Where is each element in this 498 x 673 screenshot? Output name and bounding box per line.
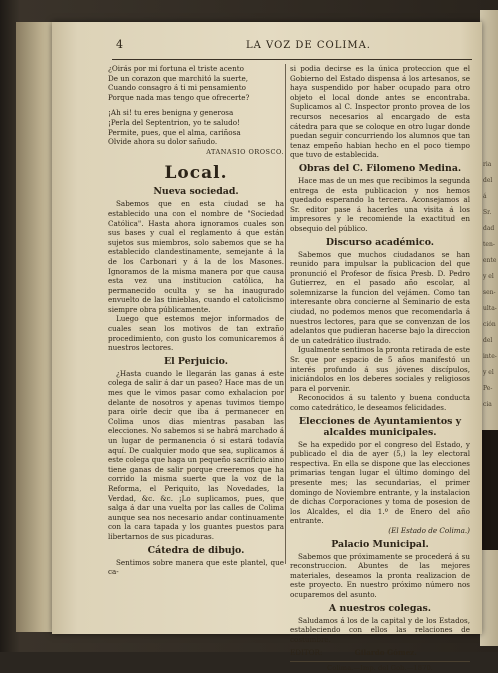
next-page-strip (480, 10, 498, 646)
article-title: Discurso académico. (325, 236, 435, 248)
article-paragraph: Hace mas de un mes que recibimos la segunda entrega de esta publicacion y nos hemos quedado esperando la tercera. Aconsejamos al Sr. editor pase á hacerles una visita á los impresores y le recomiende la exactitud en obsequio del público. (290, 175, 470, 233)
poem-line: Cuando consagro á ti mi pensamiento (108, 83, 246, 93)
poem-author: ATANASIO OROSCO. (206, 147, 284, 156)
adjacent-page-fragment: Sr. (483, 209, 492, 216)
article-title: Elecciones de Ayuntamientos y alcaldes municipales. (298, 415, 462, 438)
adjacent-page-fragment: á (483, 193, 487, 200)
page-header (64, 40, 476, 56)
imprint: Colima.—Imp. del Gob.—1870. (290, 661, 470, 673)
right-column (290, 64, 470, 673)
binding-shadow (480, 430, 498, 550)
adjacent-page-fragment: ción (483, 321, 496, 328)
page-edge-left (16, 22, 56, 632)
poem-line: ¡Ah si! tu eres benigna y generosa (108, 108, 234, 118)
article-title: Obras del C. Filomeno Medina. (298, 162, 462, 174)
article-paragraph: Igualmente sentimos la pronta retirada de este Sr. que por espacio de 5 años manifestó un interés profundo á sus jóvenes discípulos, iniciándolos en los deberes sociales y religiosos para el porvenir. (290, 345, 470, 393)
source-credit: (El Estado de Colima.) (388, 525, 470, 535)
article-title: Nueva sociedad. (153, 186, 239, 198)
adjacent-page-fragment: del (483, 177, 493, 184)
article-paragraph: ¿Hasta cuando le llegarán las ganas á este colega de salir á dar un paseo? Hace mas de un mes que le vimos pasar como exhalacion por delante de nosotros y apenas tuvimos tiempo para oirle decir que iba á permanecer en Colima unos dias mientras pasaban las elecciones. No sabemos si se habrá marchado á un lugar de permanencia ó si estará todavía aquí. De cualquier modo que sea, suplicamos á este colega que haga un pequeño sacrificio aino tiene ganas de salir porque creeremos que ha corrido la misma suerte que la voz de la Reforma, el Periquito, las Novedades, la Verdad, &c. &c. ¡Lo suplicamos, pues, que salga á dar una vuelta por las calles de Colima aunque sea nos necesario andar continuamente con la cara tapada y los guantes puestos para libertarnos de sus picaduras. (108, 368, 284, 541)
editor-line (290, 648, 470, 658)
poem-line: ¿Oirás por mi fortuna el triste acento (108, 64, 244, 73)
poem-line: De un corazon que marchitó la suerte, (108, 73, 249, 83)
article-paragraph: Sabemos que en esta ciudad se ha establecido una con el nombre de "Sociedad Católica". Hasta ahora ignoramos cuales son sus bases y cual el reglamento á que están sujetos sus miembros, solo sabemos que se ha establecido clandestinamente, semejante á la de los Carbonari y á la de los Masones. Ignoramos de la misma manera por que causa esta vez una institucion católica, ha permanecido oculta y se ha inaugurado envuelto de las tinieblas, cuando el catolicismo siempre obra públicamente. (108, 199, 284, 314)
adjacent-page-fragment: del (483, 337, 493, 344)
article-title: Cátedra de dibujo. (147, 544, 245, 556)
article-paragraph: Sabemos que próximamente se procederá á su reconstruccion. Abuntes de las mejores materiales, deseamos la pronta realizacion de este proyecto. En nuestro próximo número nos ocuparemos del asunto. (290, 551, 470, 599)
article-paragraph: Saludamos á los de la capital y de los Estados, estableciendo con ellos las relaciones de costumbre. (290, 615, 470, 644)
article-paragraph: si podia decirse es la única proteccion que el Gobierno del Estado dispensa á los artesanos, se haya suspendido por haber ocupado para otro objeto el local donde antes se encontraba. Suplicamos al C. Inspector pronto provea de los recursos necesarios al encargado de esta cátedra para que se coloque en otro lugar donde puedan seguir concurriendo los alumnos que tan tenaz empeño habian hecho en el poco tiempo que tuvo de establecida. (290, 64, 470, 160)
editor-label: EDITOR: (290, 648, 323, 658)
poem-line: Permite, pues, que el alma, cariñosa (108, 127, 241, 137)
adjacent-page-fragment: y el (483, 369, 494, 376)
editor-name: Gilardo Gómez. (354, 648, 417, 658)
article-paragraph: Se ha expedido por el congreso del Estado, y publicado el dia de ayer (5,) la ley electoral respectiva. En ella se dispone que las elecciones primarias tengan lugar el último domingo del presente mes; las secundarias, el primer domingo de Noviembre entrante, y la instalacion de dichas Corporaciones y toma de posesion de los Alcaldes, el dia 1.º de Enero del año entrante. (290, 439, 470, 526)
article-title: Palacio Municipal. (331, 538, 429, 550)
page-number: 4 (116, 38, 123, 51)
poem-line: ¡Perla del Septentrion, yo te saludo! (108, 117, 240, 127)
poem-stanza-2 (108, 108, 284, 146)
poem-stanza-1 (108, 64, 284, 102)
adjacent-page-fragment: cia (483, 401, 492, 408)
adjacent-page-fragment: ten- (483, 241, 495, 248)
adjacent-page-fragment: dad (483, 225, 495, 232)
adjacent-page-fragment: Pe- (483, 385, 493, 392)
poem-line: Porque nada mas tengo que ofrecerte? (108, 92, 250, 102)
article-title: A nuestros colegas. (328, 602, 432, 614)
column-divider (285, 64, 286, 564)
adjacent-page-fragment: ria (483, 161, 492, 168)
adjacent-page-fragment: y el (483, 273, 494, 280)
adjacent-page-fragment: ente (483, 257, 497, 264)
article-paragraph: Reconocidos á su talento y buena conducta como catedrático, le deseamos felicidades. (290, 393, 470, 412)
header-rule (112, 59, 472, 60)
adjacent-page-fragment: sen- (483, 289, 496, 296)
left-column (108, 64, 284, 577)
adjacent-page-fragment: ulta- (483, 305, 497, 312)
poem-line: Olvide ahora su dolor sañudo. (108, 137, 218, 147)
article-title: El Perjuicio. (163, 355, 229, 367)
adjacent-page-fragment: inte- (483, 353, 497, 360)
article-paragraph: Luego que estemos mejor informados de cuales sean los motivos de tan extraño procedimiento, con gusto los comunicaremos á nuestros lectores. (108, 314, 284, 353)
section-heading-local: Local. (164, 163, 228, 184)
article-paragraph: Sabemos que muchos ciudadanos se han reunido para impulsar la publicacion del que pronunció el Profesor de física Presb. D. Pedro Gutierrez, en el pasado año escolar, al solemnizarse la funcion del vejámen. Como tan interesante obra concierne al Seminario de esta ciudad, no podemos menos que recomendarla á nuestros lectores, para que se convenzan de los adelantos que pudieran hacerse bajo la direccion de un catedrático ilustrado. (290, 249, 470, 345)
article-paragraph: Sentimos sobre manera que este plantel, que ca- (108, 557, 284, 577)
masthead-title: LA VOZ DE COLIMA. (246, 40, 371, 51)
